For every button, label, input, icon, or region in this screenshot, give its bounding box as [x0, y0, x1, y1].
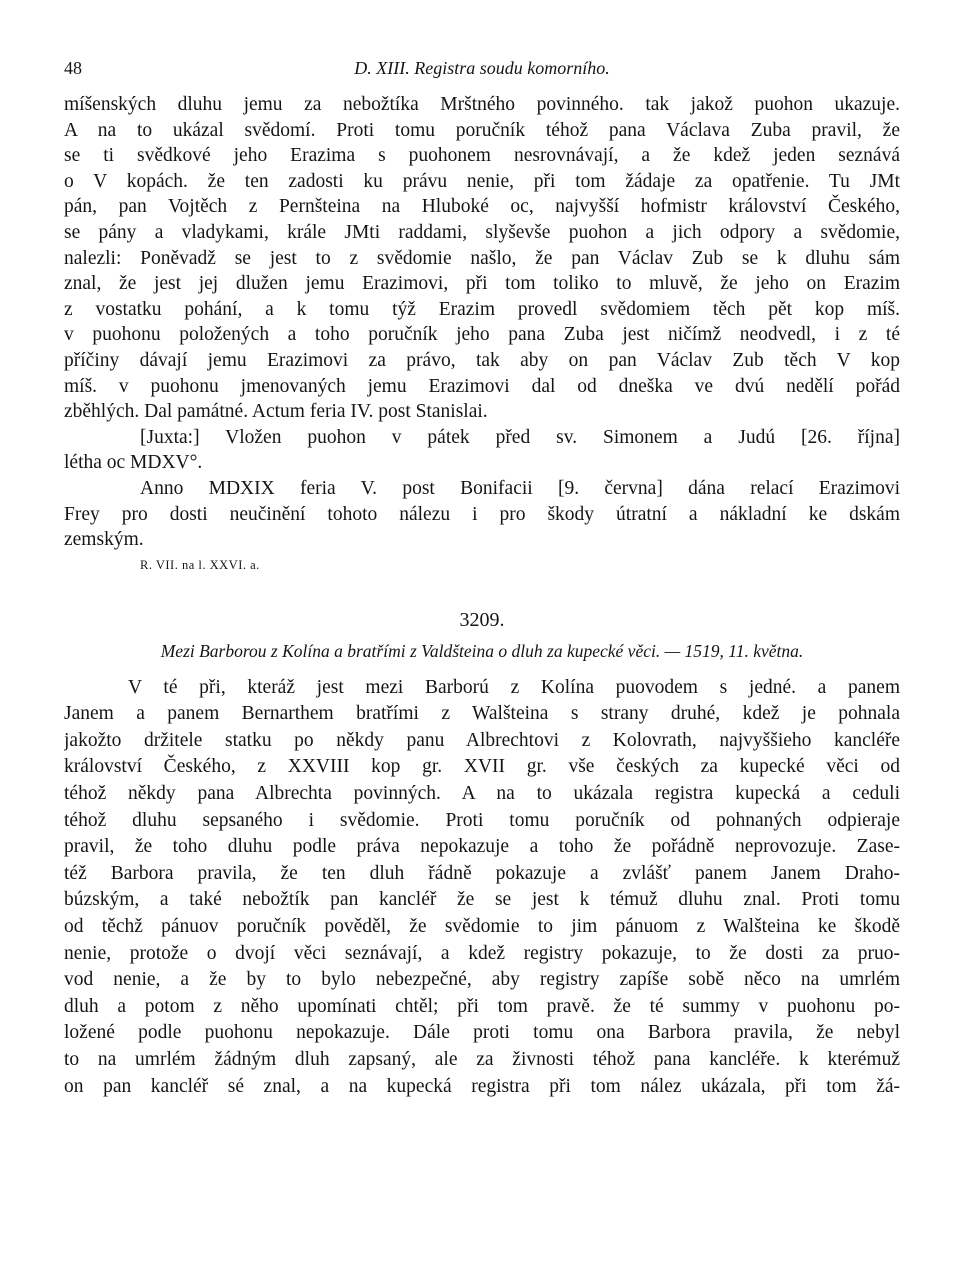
text-line: on pan kancléř sé znal, a na kupecká registra při tom nález ukázala, při tom žá- — [64, 1075, 900, 1097]
text-line: dluh a potom z něho upomínati chtěl; při tom pravě. že té summy v puohonu po- — [64, 995, 900, 1017]
entry-number: 3209. — [459, 608, 505, 631]
entry-heading: Mezi Barborou z Kolína a bratřími z Valdšteina o dluh za kupecké věci. — 1519, 11. května. — [160, 640, 804, 661]
text-line: pravil, že toho dluhu podle práva nepokazuje a toho že pořádně neprovozuje. Zase- — [64, 836, 900, 858]
text-line: se pány a vladykami, krále JMti raddami, slyševše puohon a jich odpory a svědomie, — [64, 221, 900, 243]
juxta-line: [Juxta:] Vložen puohon v pátek před sv. Simonem a Judú [26. října] — [140, 426, 900, 448]
entry-3208-continuation — [64, 92, 900, 578]
text-line: pán, pan Vojtěch z Pernšteina na Hluboké oc, najvyšší hofmistr království Českého, — [64, 196, 900, 218]
text-line: též Barbora pravila, že ten dluh řádně pokazuje a zvlášť panem Janem Draho- — [64, 862, 900, 884]
text-line: búzským, a také nebožtík pan kancléř že se jest k témuž dluhu znal. Proti tomu — [64, 889, 900, 911]
text-line: zběhlých. Dal památné. Actum feria IV. post Stanislai. — [64, 401, 488, 423]
text-line: z vostatku pohání, a k tomu týž Erazim provedl svědomiem těch pět kop míš. — [64, 298, 900, 320]
page-number: 48 — [64, 58, 82, 78]
text-line: příčiny dávají jemu Erazimovi za právo, tak aby on pan Václav Zub těch V kop — [64, 349, 900, 371]
text-line: znal, že jest jej dlužen jemu Erazimovi, při tom toliko to mluvě, že jeho on Erazim — [64, 273, 900, 295]
text-line: ložené podle puohonu nepokazuje. Dále proti tomu ona Barbora pravila, že nebyl — [64, 1022, 900, 1044]
text-line: nenie, protože o dvojí věci seznávají, a kdež registry pokazuje, to že dosti za pruo- — [64, 942, 900, 964]
text-line: v puohonu položených a toho poručník jeho pana Zuba jest ničímž neodvedl, i z té — [64, 324, 900, 346]
running-header — [64, 58, 900, 92]
text-line: od těchž pánuov poručník pověděl, že svědomie to jim pánuom z Walšteina ke škodě — [64, 916, 900, 938]
text-line: A na to ukázal svědomí. Proti tomu poručník téhož pana Václava Zuba pravil, že — [64, 119, 900, 141]
entry-3209-body — [64, 675, 900, 1101]
text-line: téhož dluhu sepsaného i svědomie. Proti tomu poručník od pohnaných odpieraje — [64, 809, 900, 831]
text-line: vod nenie, a že by to bylo nebezpečné, aby registry zapíše sobě něco na umrlém — [64, 969, 900, 991]
text-line: se ti svědkové jeho Erazima s puohonem nesrovnávají, a že kdež jeden seznává — [64, 145, 900, 167]
text-line: míšenských dluhu jemu za nebožtíka Mrštného povinného. tak jakož puohon ukazuje. — [64, 94, 900, 115]
anno-line: Anno MDXIX feria V. post Bonifacii [9. června] dána relací Erazimovi — [140, 477, 900, 499]
juxta-line: létha oc MDXV°. — [64, 452, 203, 474]
text-line: to na umrlém žádným dluh zapsaný, ale za živnosti téhož pana kancléře. k kterémuž — [64, 1049, 900, 1070]
running-title: D. XIII. Registra soudu komorního. — [354, 58, 610, 78]
text-line: nalezli: Poněvadž se jest to z svědomie našlo, že pan Václav Zub se k dluhu sám — [64, 247, 900, 269]
source-note: R. VII. na l. XXVI. a. — [140, 557, 260, 572]
text-line: o V kopách. že ten zadosti ku právu nenie, při tom žádaje za opatřenie. Tu JMt — [64, 170, 900, 192]
anno-line: zemským. — [64, 529, 144, 551]
text-line: míš. v puohonu jmenovaných jemu Erazimovi dal od dneška ve dvú nedělí pořád — [64, 375, 900, 397]
text-line: V té při, kteráž jest mezi Barború z Kolína puovodem s jedné. a panem — [128, 676, 900, 698]
anno-line: Frey pro dosti neučinění tohoto nálezu i pro škody útratní a nákladní ke dskám — [64, 503, 900, 525]
document-page — [64, 58, 900, 1100]
text-line: téhož někdy pana Albrechta povinných. A na to ukázala registra kupecká a ceduli — [64, 783, 900, 805]
text-line: Janem a panem Bernarthem bratřími z Walšteina s strany druhé, kdež je pohnala — [64, 703, 900, 725]
text-line: jakožto držitele statku po někdy panu Albrechtovi z Kolovrath, najvyššieho kancléře — [64, 729, 900, 751]
text-line: království Českého, z XXVIII kop gr. XVII gr. vše českých za kupecké věci od — [64, 756, 900, 778]
